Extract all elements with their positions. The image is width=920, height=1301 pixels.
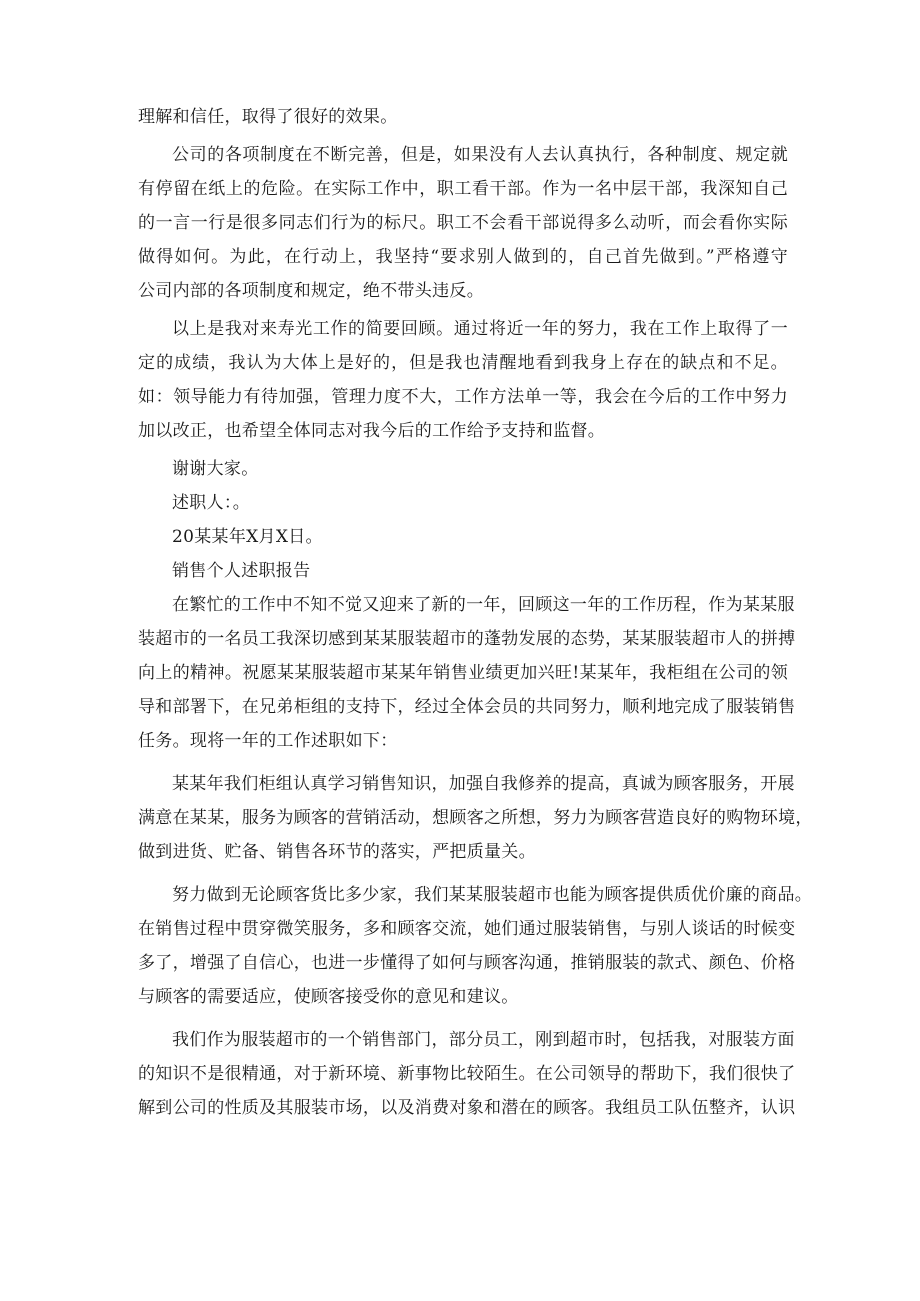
text-line: 解到公司的性质及其服装市场，以及消费对象和潜在的顾客。我组员工队伍整齐，认识	[138, 1098, 796, 1118]
text-line: 的一言一行是很多同志们行为的标尺。职工不会看干部说得多么动听，而会看你实际	[138, 213, 788, 233]
text-line: 谢谢大家。	[172, 459, 259, 479]
text-line: 的知识不是很精通，对于新环境、新事物比较陌生。在公司领导的帮助下，我们很快了	[138, 1064, 796, 1084]
text-line: 我们作为服装超市的一个销售部门，部分员工，刚到超市时，包括我，对服装方面	[172, 1030, 795, 1050]
text-line: 导和部署下，在兄弟柜组的支持下，经过全体会员的共同努力，顺利地完成了服装销售	[138, 697, 796, 717]
text-line: 公司内部的各项制度和规定，绝不带头违反。	[138, 281, 484, 301]
document-body	[138, 100, 813, 1125]
text-line: 以上是我对来寿光工作的简要回顾。通过将近一年的努力，我在工作上取得了一	[172, 319, 788, 339]
text-line: 加以改正，也希望全体同志对我今后的工作给予支持和监督。	[138, 421, 606, 441]
text-line: 与顾客的需要适应，使顾客接受你的意见和建议。	[138, 987, 519, 1007]
text-line: 公司的各项制度在不断完善，但是，如果没有人去认真执行，各种制度、规定就	[172, 145, 788, 165]
text-line: 满意在某某，服务为顾客的营销活动，想顾客之所想，努力为顾客营造良好的购物环境，	[138, 808, 813, 828]
section-title: 销售个人述职报告	[172, 561, 311, 581]
text-line: 述职人：。	[172, 493, 250, 513]
text-line: 某某年我们柜组认真学习销售知识，加强自我修养的提高，真诚为顾客服务，开展	[172, 774, 795, 794]
text-line: 有停留在纸上的危险。在实际工作中，职工看干部。作为一名中层干部，我深知自己	[138, 179, 788, 199]
text-line: 努力做到无论顾客货比多少家，我们某某服装超市也能为顾客提供质优价廉的商品。	[172, 885, 813, 905]
text-line: 做得如何。为此，在行动上，我坚持“要求别人做到的，自己首先做到。”严格遵守	[138, 247, 788, 267]
text-line: 装超市的一名员工我深切感到某某服装超市的蓬勃发展的态势，某某服装超市人的拼搏	[138, 629, 796, 649]
text-line: 多了，增强了自信心，也进一步懂得了如何与顾客沟通，推销服装的款式、颜色、价格	[138, 953, 796, 973]
text-line: 向上的精神。祝愿某某服装超市某某年销售业绩更加兴旺!某某年，我柜组在公司的领	[138, 663, 788, 683]
text-line: 在繁忙的工作中不知不觉又迎来了新的一年，回顾这一年的工作历程，作为某某服	[172, 595, 795, 615]
text-line: 任务。现将一年的工作述职如下：	[138, 731, 398, 751]
text-line: 20某某年X月X日。	[172, 527, 323, 547]
text-line: 定的成绩，我认为大体上是好的，但是我也清醒地看到我身上存在的缺点和不足。	[138, 353, 788, 373]
text-line: 理解和信任，取得了很好的效果。	[138, 107, 398, 127]
text-line: 做到进货、贮备、销售各环节的落实，严把质量关。	[138, 842, 536, 862]
text-line: 如：领导能力有待加强，管理力度不大，工作方法单一等，我会在今后的工作中努力	[138, 387, 788, 407]
text-line: 在销售过程中贯穿微笑服务，多和顾客交流，她们通过服装销售，与别人谈话的时候变	[138, 919, 796, 939]
